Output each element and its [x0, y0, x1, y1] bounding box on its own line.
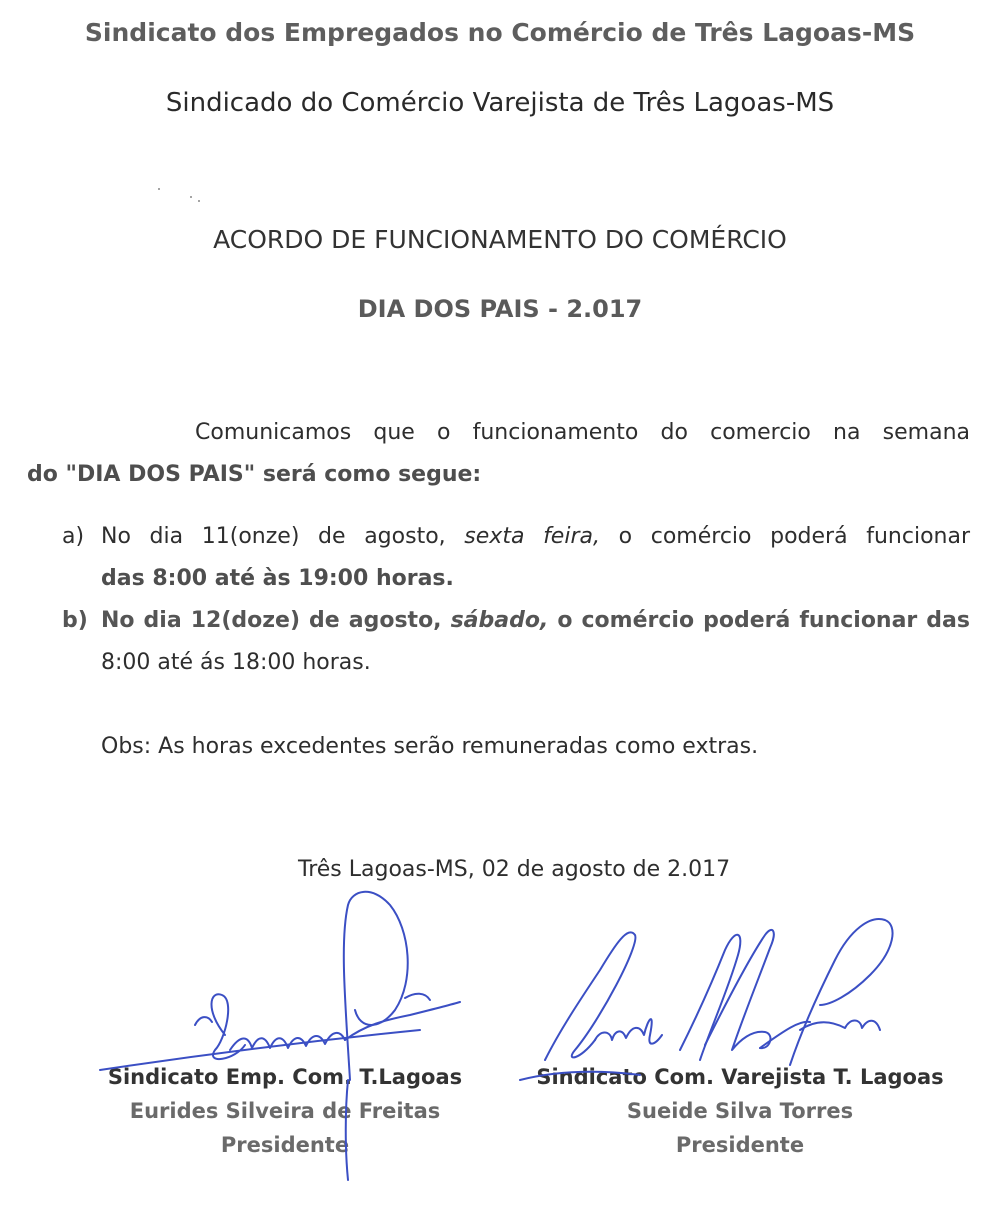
item-b-line-2: 8:00 até ás 18:00 horas.	[101, 650, 371, 675]
item-a-line-1	[101, 524, 970, 549]
signatory-2	[520, 1065, 960, 1157]
header-union-workers: Sindicato dos Empregados no Comércio de Três Lagoas-MS	[84, 18, 916, 47]
signature-1-ink	[405, 994, 430, 1000]
signature-1-ink	[345, 1002, 460, 1040]
item-b-weekday: sábado,	[450, 608, 549, 633]
signature-1-ink	[230, 1033, 345, 1050]
signature-1-ink	[344, 892, 408, 1080]
signatory-1	[90, 1065, 480, 1157]
item-a-text-start: No dia 11(onze) de agosto,	[101, 524, 465, 549]
signature-2-ink	[680, 935, 740, 1060]
item-a-label: a)	[62, 524, 85, 549]
signatory-1-role: Presidente	[220, 1133, 350, 1157]
header-union-retail: Sindicado do Comércio Varejista de Três Lagoas-MS	[165, 88, 835, 118]
intro-line-2: do "DIA DOS PAIS" será como segue:	[27, 462, 482, 487]
observation-note: Obs: As horas excedentes serão remuneradas como extras.	[101, 734, 759, 759]
item-b-line-1	[101, 608, 970, 633]
signatory-2-name: Sueide Silva Torres	[626, 1099, 854, 1123]
signature-2-ink	[545, 932, 635, 1060]
signature-1-ink	[100, 1030, 420, 1070]
intro-line-1: Comunicamos que o funcionamento do comercio na semana	[195, 420, 970, 445]
signatory-2-org: Sindicato Com. Varejista T. Lagoas	[536, 1065, 944, 1089]
signature-2-ink	[705, 930, 774, 1050]
scan-speck	[190, 196, 192, 198]
signature-2-ink	[595, 1019, 662, 1044]
scan-speck	[158, 188, 160, 190]
place-date-line: Três Lagoas-MS, 02 de agosto de 2.017	[298, 857, 731, 882]
item-a-text-end: o comércio poderá funcionar	[599, 524, 970, 549]
signature-2-ink	[800, 1021, 880, 1031]
signature-1-ink	[211, 994, 245, 1059]
item-a-line-2: das 8:00 até às 19:00 horas.	[101, 566, 454, 591]
item-b-text-end: o comércio poderá funcionar das	[548, 608, 970, 633]
item-b-label: b)	[62, 608, 88, 633]
signature-2-ink	[790, 919, 893, 1065]
item-a-weekday: sexta feira,	[464, 524, 600, 549]
document-subtitle: DIA DOS PAIS - 2.017	[357, 295, 643, 323]
document-title: ACORDO DE FUNCIONAMENTO DO COMÉRCIO	[213, 225, 787, 254]
signature-2-ink	[760, 1022, 810, 1048]
scan-speck	[198, 200, 200, 202]
signatory-1-org: Sindicato Emp. Com. T.Lagoas	[107, 1065, 463, 1089]
signatory-2-role: Presidente	[675, 1133, 805, 1157]
signatory-1-name: Eurides Silveira de Freitas	[129, 1099, 441, 1123]
item-b-text-start: No dia 12(doze) de agosto,	[101, 608, 451, 633]
signature-1-ink	[195, 1017, 212, 1025]
